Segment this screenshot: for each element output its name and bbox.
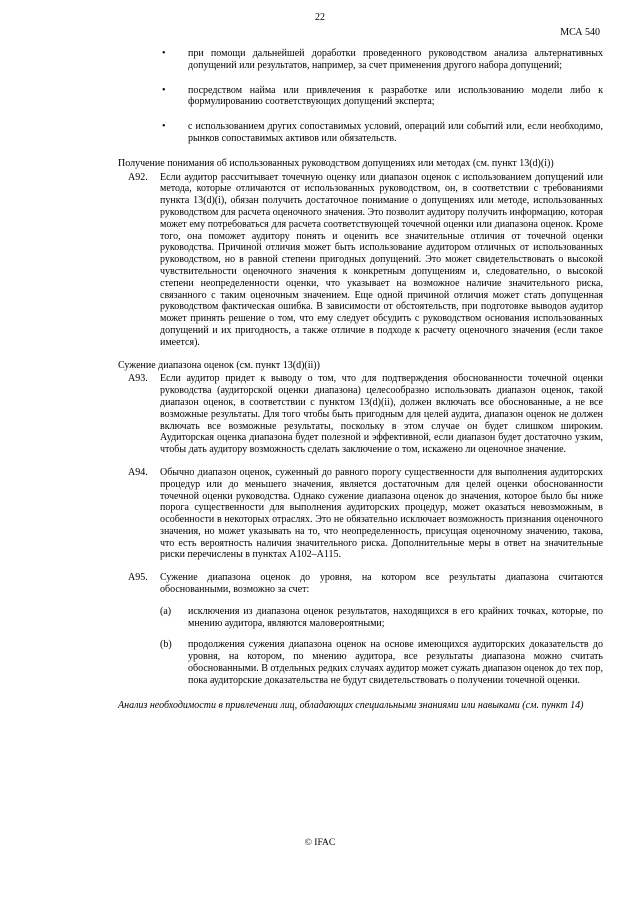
- paragraph-a92: [118, 172, 603, 349]
- standard-code: МСА 540: [560, 27, 600, 38]
- section-heading-assumptions: Получение понимания об использованных руководством допущениях или методах (см. пункт 13(d)(i)): [118, 157, 554, 169]
- paragraph-number: A92.: [128, 171, 148, 183]
- bullet-item: [118, 48, 603, 72]
- bullet-item: [118, 121, 603, 145]
- paragraph-text: Если аудитор придет к выводу о том, что для подтверждения обоснованности точечной оценки руководства (аудиторской оценки диапазона) целесообразно использовать диапазон оценок, такой диапазон оценок, в соответствии с пунктом 13(d)(ii), должен включать все обоснованные, а не все возможные результаты. Для того чтобы быть пригодным для целей аудита, диапазон оценок не должен включать все возможные результаты, поскольку в этом случае он будет слишком широким. Аудиторская оценка диапазона будет полезной и эффективной, если диапазон будет достаточно узким, чтобы дать аудитору возможность сделать заключение о том, искажено ли оценочное значение.: [160, 373, 603, 456]
- bullet-item: [118, 85, 603, 109]
- copyright-footer: © IFAC: [304, 838, 336, 848]
- subitem-b: [118, 639, 603, 686]
- paragraph-a93: [118, 373, 603, 456]
- bullet-text: при помощи дальнейшей доработки проведенного руководством анализа альтернативных допущений или результатов, например, за счет применения другого набора допущений;: [188, 48, 603, 71]
- paragraph-number: A95.: [128, 572, 148, 584]
- paragraph-number: A94.: [128, 466, 148, 478]
- bullet-icon: •: [162, 48, 166, 59]
- section-heading-experts: Анализ необходимости в привлечении лиц, обладающих специальными знаниями или навыками (см. пункт 14): [118, 699, 584, 711]
- paragraph-a95: [118, 572, 603, 596]
- subitem-a: [118, 606, 603, 630]
- paragraph-number: A93.: [128, 373, 148, 385]
- bullet-text: с использованием других сопоставимых условий, операций или событий или, если необходимо, рынков сопоставимых активов или обязательств.: [188, 121, 603, 144]
- subitem-label: (b): [160, 639, 172, 651]
- paragraph-a94: [118, 467, 603, 561]
- bullet-text: посредством найма или привлечения к разработке или использованию модели либо к формулированию соответствующих допущений эксперта;: [188, 84, 603, 108]
- section-heading-narrowing: Сужение диапазона оценок (см. пункт 13(d)(ii)): [118, 359, 320, 371]
- paragraph-text: Обычно диапазон оценок, суженный до равного порогу существенности для выполнения аудиторских процедур или до меньшего значения, является достаточным для целей оценки обоснованности точечной оценки руководства. Однако сужение диапазона оценок до значения, которое было бы ниже порога существенности для выполнения аудиторских процедур, может оказаться невозможным, в особенности в некоторых отраслях. Это не обязательно исключает возможность признания оценочного значения, но может указывать на то, что неопределенность, присущая оценочному значению, такова, что есть вероятность наличия значительного риска. Дополнительные меры в ответ на значительные риски перечислены в пунктах A102–A115.: [160, 466, 603, 561]
- subitem-text: исключения из диапазона оценок результатов, находящихся в его крайних точках, которые, по мнению аудитора, являются маловероятными;: [188, 605, 603, 629]
- paragraph-text: Если аудитор рассчитывает точечную оценку или диапазон оценок с использованием допущений или метода, которые отличаются от использованных руководством, он, в соответствии с требованиями пункта 13(d)(i), обязан получить достаточное понимание о допущениях или методе, использованных руководством для расчета оценочного значения. Это позволит аудитору получить информацию, которая может ему потребоваться для расчета соответствующей точечной оценки или диапазона оценок. Кроме того, она поможет аудитору понять и оценить все значительные отличия от точечной оценки руководства. Причиной отличия может быть использование аудитором отличных от использованных руководством, но в равной степени пригодных допущений. Это может свидетельствовать о высокой чувствительности оценочного значения к конкретным допущениям и, следовательно, о высокой степени неопределенности оценки, что указывает на возможное наличие значительного риска, связанного с таким оценочным значением. Еще одной причиной отличия может стать допущенная руководством фактическая ошибка. В зависимости от обстоятельств, при подготовке выводов аудитор может принять решение о том, что ему следует обсудить с руководством основания использованных допущений и их пригодность, а также отличие в подходе к расчету оценочного значения (если такое имеется).: [160, 171, 603, 348]
- page-number: 22: [315, 12, 325, 23]
- subitem-label: (a): [160, 605, 172, 617]
- page-content: [118, 48, 603, 713]
- bullet-icon: •: [162, 84, 166, 96]
- bullet-icon: •: [162, 121, 166, 133]
- paragraph-text: Сужение диапазона оценок до уровня, на котором все результаты диапазона считаются обоснованными, возможно за счет:: [160, 572, 603, 596]
- subitem-text: продолжения сужения диапазона оценок на основе имеющихся аудиторских доказательств до уровня, на котором, по мнению аудитора, все результаты диапазона можно считать обоснованными. В отдельных редких случаях аудитор может сужать диапазон оценок до тех пор, пока аудиторские доказательства не будут свидетельствовать о получении точечной оценки.: [188, 639, 604, 686]
